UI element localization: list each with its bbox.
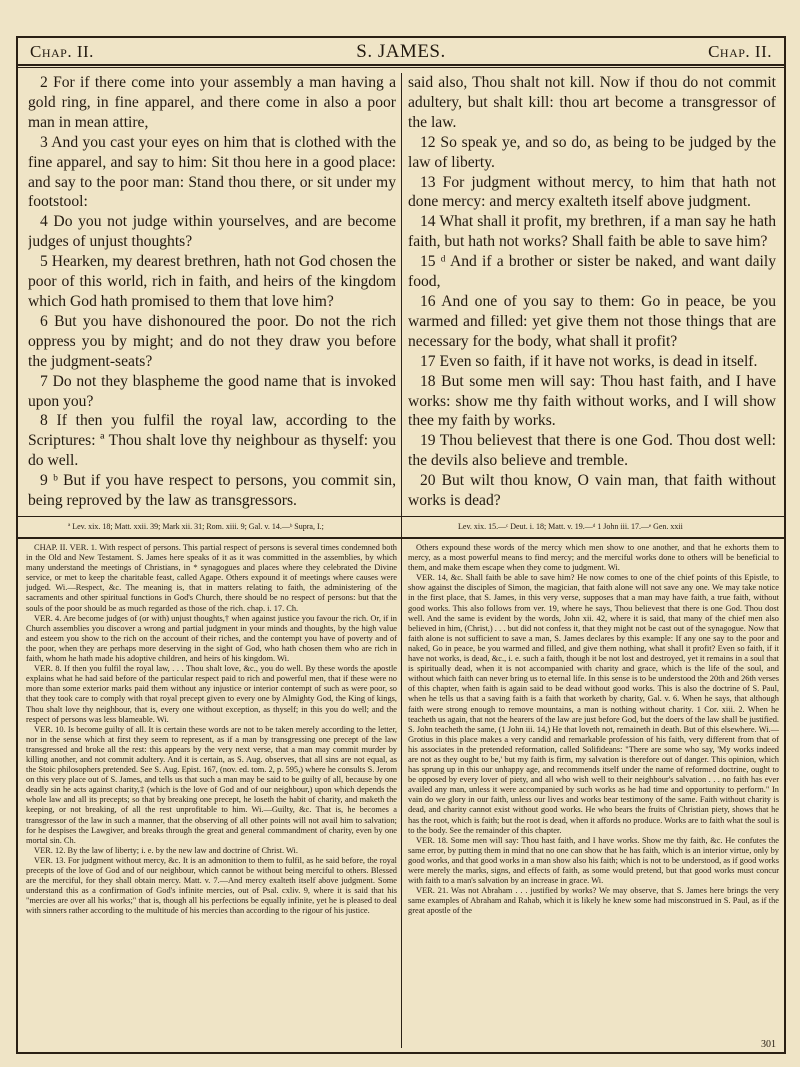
header-rule	[18, 67, 784, 68]
verse-9: 9 ᵇ But if you have respect to persons, you commit sin, being reproved by the law as transgressors.	[28, 472, 396, 510]
verse-4: 4 Do you not judge within yourselves, and are become judges of unjust thoughts?	[28, 213, 396, 251]
bible-page	[16, 36, 786, 1054]
page-number: 301	[761, 1039, 776, 1050]
cross-reference-right: Lev. xix. 15.—ᶜ Deut. i. 18; Matt. v. 19.—ᵈ 1 John iii. 17.—ᵉ Gen. xxii	[458, 522, 683, 531]
book-title: S. JAMES.	[356, 41, 446, 62]
verse-18: 18 But some men will say: Thou hast faith, and I have works: show me thy faith without works, and I will show thee my faith by works.	[408, 372, 776, 430]
note-ver-14: VER. 14, &c. Shall faith be able to save him? He now comes to one of the chief points of this Epistle, to show against the disciples of Simon, the magician, that faith alone will not save any one. We may take notice in the first place, that S. James, in this very verse, supposes that a man may have faith, a true faith, without good works. This also follows from ver. 19, where he says, Thou believest that there is one God. Thou dost well. And the same is evident by the words, John xii. 42, where it is said, that many of the chief men also believed in him, (Christ,) . . . but did not confess it, that they might not be cast out of the synagogue. Now that faith alone is not sufficient to save a man, S. James declares by this example: If any one say to the poor and naked, Go in peace, be you warmed and filled, and give them nothing, what shall it profit? Even so faith, if it have not works, is dead, &c., i. e. such a faith, though it be not lost and destroyed, yet it remains in a soul that is spiritually dead, when it is not accompanied with charity and grace, which is the life of the soul, and without which faith can never bring us to eternal life. In this sense is to be understood the 20th and 26th verses of this chapter, when faith is again said to be dead without good works. This is also the doctrine of S. Paul, when he tells us that a saving faith is a faith that worketh by charity, Gal. v. 6. When he says, that although faith were strong enough to remove mountains, a man is nothing without charity. 1 Cor. xiii. 2. When he teacheth us again, that not the hearers of the law are just before God, but the doers of the law shall be justified. S. John teacheth the same, (1 John iii. 14,) He that loveth not, remaineth in death. But of this elsewhere. Wi.—Grotius in this place makes a very candid and remarkable profession of his faith, very different from that of his associates in the pretended reformation, called Solifideans: "There are some who say, 'My works indeed are not as they ought to be,' but my faith is firm, my salvation is therefore out of danger. This opinion, which has sprung up in this our unhappy age, and recommends itself under the name of reformed doctrine, ought to be opposed by every lover of piety, and all who wish well to their neighbour's salvation . . . no faith has ever availed any man, unless it were accompanied by such works as he had time and opportunity to perform." In vain do we glory in our faith, unless our lives and works bear testimony of the same. Faith without charity is dead, and charity cannot exist without good works. He who bears the fruits of Christian piety, shows that he has the root, which is faith; but the root is dead, when it affords no produce. Works are to faith what the soul is to the body. See the remainder of this chapter.	[408, 573, 779, 835]
verse-2: 2 For if there come into your assembly a man having a gold ring, in fine apparel, and there come in also a poor man in mean attire,	[28, 74, 396, 131]
verse-7: 7 Do not they blaspheme the good name that is invoked upon you?	[28, 372, 396, 410]
verse-11-cont: said also, Thou shalt not kill. Now if thou do not commit adultery, but shalt kill: thou art become a transgressor of the law.	[408, 74, 776, 131]
verse-19: 19 Thou believest that there is one God. Thou dost well: the devils also believe and tremble.	[408, 432, 776, 470]
verse-10	[28, 511, 396, 513]
verse-15: 15 ᵈ And if a brother or sister be naked, and want daily food,	[408, 253, 776, 291]
cross-references	[18, 516, 784, 539]
commentary	[18, 543, 784, 1048]
verse-5: 5 Hearken, my dearest brethren, hath not God chosen the poor of this world, rich in faith, and heirs of the kingdom which God hath promised to them that love him?	[28, 253, 396, 310]
verse-3: 3 And you cast your eyes on him that is clothed with the fine apparel, and say to him: Sit thou here in a good place: and say to the poor man: Stand thou there, or sit under my footstool:	[28, 133, 396, 211]
commentary-column-right	[408, 543, 779, 1048]
verse-16: 16 And one of you say to them: Go in peace, be you warmed and filled: yet give them not those things that are necessary for the body, what shall it profit?	[408, 292, 776, 350]
note-ver-13-cont: Others expound these words of the mercy which men show to one another, and that he exhorts them to mercy, as a most powerful means to find mercy; and the merciful works done to others will be beneficial to them, and make them escape when they come to judgment. Wi.	[408, 543, 779, 573]
note-ver-21: VER. 21. Was not Abraham . . . justified by works? We may observe, that S. James here brings the very same examples of Abraham and Rahab, which it is likely he knew some had misconstrued in S. Paul, as if the great apostle of the	[408, 886, 779, 916]
verse-12: 12 So speak ye, and so do, as being to be judged by the law of liberty.	[408, 133, 776, 171]
verse-13: 13 For judgment without mercy, to him that hath not done mercy: and mercy exalteth itself above judgment.	[408, 173, 776, 211]
chapter-label-left: Chap. II.	[30, 42, 94, 61]
note-ver-10: VER. 10. Is become guilty of all. It is certain these words are not to be taken merely according to the letter, nor in the sense which at first they seem to represent, as if a man by transgressing one precept of the law transgressed and broke all the rest: this appears by the very next verse, that a man may commit murder by killing another, and not commit adultery. And it is certain, as S. Aug. observes, that all sins are not equal, as the Stoic philosophers pretended. See S. Aug. Epist. 167, (nov. ed. tom. 2, p. 595,) where he consults S. Jerom on this very place out of S. James, and tells us that such a man may be said to be guilty of all, because by one deadly sin he acts against charity,‡ (which is the love of God and of our neighbour,) upon which depends the whole law and all its precepts; so that by breaking one precept, he loseth the habit of charity, and maketh the keeping, or not breaking, of all the rest unprofitable to him. Wi.—Guilty, &c. That is, he becomes a transgressor of the law in such a manner, that the observing of all other points will not avail him to salvation; for he despises the Lawgiver, and breaks through the great and general commandment of charity, even by one mortal sin. Ch.	[26, 724, 397, 845]
note-ver-4: VER. 4. Are become judges of (or with) unjust thoughts,† when against justice you favour the rich. Or, if in Church assemblies you discover a wrong and partial judgment in your minds and thoughts, by the high value and esteem you show to the rich on the account of their riches, and the contempt you have of poverty and of the poor, when they are perhaps more deserving in the sight of God, who hath chosen them who are rich in faith, whom he hath made his adoptive children, and heirs of his kingdom. Wi.	[26, 613, 397, 664]
verse-column-right	[408, 73, 776, 513]
note-ver-1: CHAP. II. VER. 1. With respect of persons. This partial respect of persons is several times condemned both in the Old and New Testament. S. James here speaks of it as it was committed in the assemblies, by which many understand the meetings of Christians, in * synagogues and places where they celebrated the Divine service, or met to keep the charitable feast, called Agape. Others expound it of meetings where causes were judged. Wi.—Respect, &c. The meaning is, that in matters relating to faith, the administering of the sacraments and other spiritual functions in God's Church, there should be no respect of persons: but that the souls of the poor should be as much regarded as those of the rich. chap. i. 17. Ch.	[26, 543, 397, 613]
verse-20: 20 But wilt thou know, O vain man, that faith without works is dead?	[408, 472, 776, 510]
commentary-column-left	[26, 543, 397, 1048]
note-ver-8: VER. 8. If then you fulfil the royal law, . . . Thou shalt love, &c., you do well. By these words the apostle explains what he had said before of the particular respect paid to rich and powerful men, that if these were no more than some exterior marks paid them without any injustice or interior contempt of such as were poor, so that they took care to comply with that royal precept given to every one by Almighty God, the King of kings, Thou shalt love thy neighbour, that is, every one without exception, as thyself; in this you do well; and the respect of persons was less blameable. Wi.	[26, 664, 397, 724]
verse-14: 14 What shall it profit, my brethren, if a man say he hath faith, but hath not works? Shall faith be able to save him?	[408, 213, 776, 251]
verse-8: 8 If then you fulfil the royal law, according to the Scriptures: ª Thou shalt love thy neighbour as thyself: you do well.	[28, 412, 396, 470]
cross-reference-left: ª Lev. xix. 18; Matt. xxii. 39; Mark xii. 31; Rom. xiii. 9; Gal. v. 14.—ᵇ Supra, I.;	[68, 522, 324, 531]
commentary-divider	[401, 538, 402, 1048]
note-ver-12: VER. 12. By the law of liberty; i. e. by the new law and doctrine of Christ. Wi.	[34, 845, 298, 855]
verse-21	[408, 511, 776, 513]
chapter-label-right: Chap. II.	[708, 42, 772, 61]
note-ver-13: VER. 13. For judgment without mercy, &c. It is an admonition to them to fulfil, as he said before, the royal precepts of the love of God and of our neighbour, which cannot be without being merciful to others. Blessed are the merciful, for they shall obtain mercy. Matt. v. 7.—And mercy exalteth itself above judgment. Some understand this as a confirmation of God's infinite mercies, out of Psal. cxliv. 9, where it is said that his "mercies are over all his works;" that is, though all his perfections be equally infinite, yet he is pleased to deal with sinners rather according to the multitude of his mercies than according to the rigour of his justice.	[26, 855, 397, 916]
note-ver-18: VER. 18. Some men will say: Thou hast faith, and I have works. Show me thy faith, &c. He confutes the same error, by putting them in mind that no one can show that he has faith, which is an interior virtue, only by good works, and that good works in a man show also his faith; which is not to be understood, as if good works were merely the marks, signs, and effects of faith, as some would pretend, but that good works must concur with faith to a man's salvation by an increase in grace. Wi.	[408, 835, 779, 886]
verse-17: 17 Even so faith, if it have not works, is dead in itself.	[420, 352, 758, 370]
verse-column-left	[28, 73, 396, 513]
column-divider	[401, 73, 402, 551]
running-header	[18, 38, 784, 66]
verse-6: 6 But you have dishonoured the poor. Do not the rich oppress you by might; and do not they draw you before the judgment-seats?	[28, 312, 396, 370]
verse-text	[18, 73, 784, 515]
